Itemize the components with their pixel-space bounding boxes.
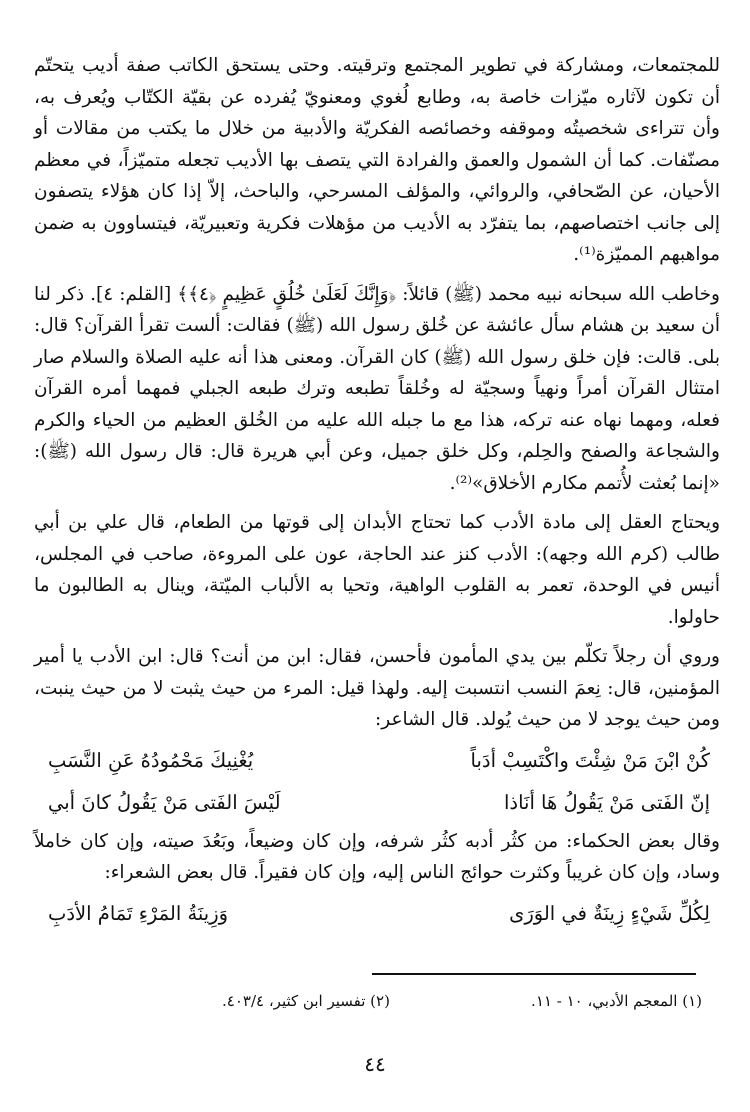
verse-line-3-first-hemistich: لِكُلِّ شَيْءٍ زِينَةٌ في الوَرَى [509, 901, 710, 925]
verse-line-2-first-hemistich: إنّ الفَتى مَنْ يَقُولُ هَا أنَاذا [503, 790, 710, 814]
verse-line-1-first-hemistich: كُنْ ابْنَ مَنْ شِئْتَ واكْتَسِبْ أدَباً [470, 748, 710, 772]
verse-line-1 [48, 744, 710, 778]
verse-line-2 [48, 786, 710, 820]
paragraph-4: وروي أن رجلاً تكلّم بين يدي المأمون فأحسن، فقال: ابن من أنت؟ قال: ابن الأدب يا أمير المؤمنين، قال: نِعمَ النسب انتسبت إليه. ولهذا قيل: المرء من حيث يثبت لا من حيث ينبت، ومن حيث يوجد لا من حيث يُولد. قال الشاعر: [34, 646, 720, 730]
verse-line-3-second-hemistich: وَزِينَةُ المَرْءِ تَمَامُ الأدَبِ [48, 901, 229, 925]
verse-line-3 [48, 897, 710, 931]
verse-line-1-second-hemistich: يُغْنِيكَ مَحْمُودُهُ عَنِ النَّسَبِ [48, 748, 254, 772]
verse-line-2-second-hemistich: لَيْسَ الفَتى مَنْ يَقُولُ كانَ أبي [48, 790, 281, 814]
page-body [34, 50, 720, 931]
footnotes [222, 992, 702, 1010]
paragraph-5: وقال بعض الحكماء: من كثُر أدبه كثُر شرفه، وإن كان وضيعاً، وبَعُدَ صيته، وإن كان خاملاً وساد، وإن كان غريباً وكثرت حوائج الناس إليه، وإن كان فقيراً. قال بعض الشعراء: [34, 830, 720, 883]
page-number: ٤٤ [364, 1052, 386, 1076]
paragraph-1: للمجتمعات، ومشاركة في تطوير المجتمع وترقيته. وحتى يستحق الكاتب صفة أديب يتحتّم أن تكون لآثاره ميّزات خاصة به، وطابع لُغوي ومعنويّ يُفرده عن بقيّة الكتّاب ويُعرف به، وأن تتراءى شخصيتُه وموقفه وخصائصه الفكريّة والأدبية من خلال ما يكتب من مقالات أو مصنّفات. كما أن الشمول والعمق والفرادة التي يتصف بها الأديب تجعله متميّزاً، في معظم الأحيان، عن الصّحافي، والروائي، والمؤلف المسرحي، والباحث، إلاّ إذا كان هؤلاء يتصفون إلى جانب اختصاصهم، بما يتفرّد به الأديب من مؤهلات فكرية وتعبيريّة، فيتساوون به ضمن مواهبهم المميّزة⁽¹⁾. [34, 55, 720, 265]
footnote-2: (٢) تفسير ابن كثير، ٤٠٣/٤. [222, 992, 390, 1010]
footnote-1: (١) المعجم الأدبي، ١٠ - ١١. [531, 992, 702, 1010]
paragraph-2: وخاطب الله سبحانه نبيه محمد (ﷺ) قائلاً: ﴿وَإِنَّكَ لَعَلَىٰ خُلُقٍ عَظِيمٍ ﴿٤﴾﴾ [القلم: ٤]. ذكر لنا أن سعيد بن هشام سأل عائشة عن خُلق رسول الله (ﷺ) فقالت: ألست تقرأ القرآن؟ قال: بلى. قالت: فإن خلق رسول الله (ﷺ) كان القرآن. ومعنى هذا أنه عليه الصلاة والسلام صار امتثال القرآن أمراً ونهياً وسجيّة له وخُلقاً تطبعه وترك طبعه الجبلي فمهما أمره القرآن فعله، ومهما نهاه عنه تركه، هذا مع ما جبله الله عليه من الخُلق العظيم من الحياء والكرم والشجاعة والصفح والحِلم، وكل خلق جميل، وعن أبي هريرة قال: قال رسول الله (ﷺ): «إنما بُعثت لأُتمم مكارم الأخلاق»⁽²⁾. [34, 283, 720, 494]
footnote-separator [372, 973, 696, 975]
paragraph-3: ويحتاج العقل إلى مادة الأدب كما تحتاج الأبدان إلى قوتها من الطعام، قال علي بن أبي طالب (كرم الله وجهه): الأدب كنز عند الحاجة، عون على المروءة، صاحب في المجلس، أنيس في الوحدة، تعمر به القلوب الواهية، وتحيا به الألباب الميّتة، وينال به الطالبون ما حاولوا. [34, 512, 720, 628]
